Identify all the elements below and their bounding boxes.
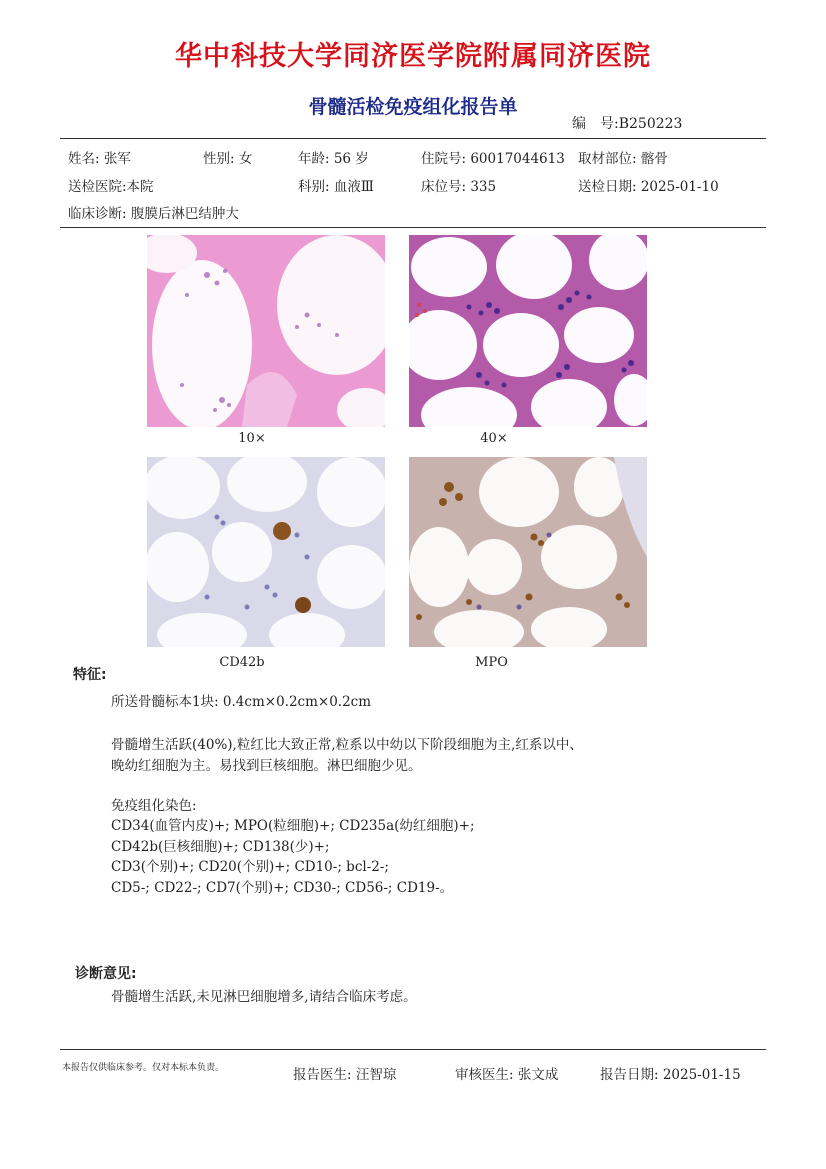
report-number: 编 号:B250223 — [572, 116, 683, 132]
disclaimer: 本报告仅供临床参考。仅对本标本负责。 — [62, 1063, 225, 1073]
description-line-1: 骨髓增生活跃(40%),粒红比大致正常,粒系以中幼以下阶段细胞为主,红系以中、 — [111, 737, 583, 753]
ihc-line-4: CD5-; CD22-; CD7(个别)+; CD30-; CD56-; CD19-。 — [111, 880, 454, 896]
features-heading: 特征: — [73, 667, 107, 683]
caption-cd42b: CD42b — [219, 655, 265, 670]
admission-number: 住院号: 60017044613 — [421, 151, 565, 167]
he-40x-micrograph — [409, 235, 647, 427]
info-divider — [60, 227, 766, 228]
ihc-line-1: CD34(血管内皮)+; MPO(粒细胞)+; CD235a(幼红细胞)+; — [111, 818, 475, 834]
patient-sex: 性别: 女 — [203, 151, 253, 167]
reporting-doctor: 报告医生: 汪智琼 — [293, 1067, 397, 1083]
mpo-ihc-micrograph — [409, 457, 647, 647]
caption-10x: 10× — [238, 431, 266, 446]
header-divider — [60, 138, 766, 139]
clinical-diagnosis: 临床诊断: 腹膜后淋巴结肿大 — [68, 206, 239, 222]
reviewing-doctor: 审核医生: 张文成 — [455, 1067, 559, 1083]
bed-number: 床位号: 335 — [421, 179, 497, 195]
patient-name: 姓名: 张军 — [68, 151, 131, 167]
sampling-site: 取材部位: 髂骨 — [578, 151, 668, 167]
caption-40x: 40× — [480, 431, 508, 446]
report-date: 报告日期: 2025-01-15 — [600, 1067, 741, 1083]
ihc-line-3: CD3(个别)+; CD20(个别)+; CD10-; bcl-2-; — [111, 859, 389, 875]
he-10x-micrograph — [147, 235, 385, 427]
caption-mpo: MPO — [475, 655, 508, 670]
hospital-name: 华中科技大学同济医学院附属同济医院 — [175, 41, 651, 72]
submission-date: 送检日期: 2025-01-10 — [578, 179, 719, 195]
patient-age: 年龄: 56 岁 — [298, 151, 369, 167]
specimen-size: 所送骨髓标本1块: 0.4cm×0.2cm×0.2cm — [111, 694, 372, 710]
department: 科别: 血液Ⅲ — [298, 179, 374, 195]
description-line-2: 晚幼红细胞为主。易找到巨核细胞。淋巴细胞少见。 — [111, 758, 422, 774]
ihc-heading: 免疫组化染色: — [111, 798, 197, 814]
diagnosis-heading: 诊断意见: — [75, 966, 137, 982]
ihc-line-2: CD42b(巨核细胞)+; CD138(少)+; — [111, 839, 330, 855]
report-title: 骨髓活检免疫组化报告单 — [308, 96, 518, 118]
footer-divider — [60, 1049, 766, 1050]
cd42b-ihc-micrograph — [147, 457, 385, 647]
diagnosis-text: 骨髓增生活跃,未见淋巴细胞增多,请结合临床考虑。 — [111, 989, 417, 1005]
submitting-hospital: 送检医院:本院 — [68, 179, 154, 195]
